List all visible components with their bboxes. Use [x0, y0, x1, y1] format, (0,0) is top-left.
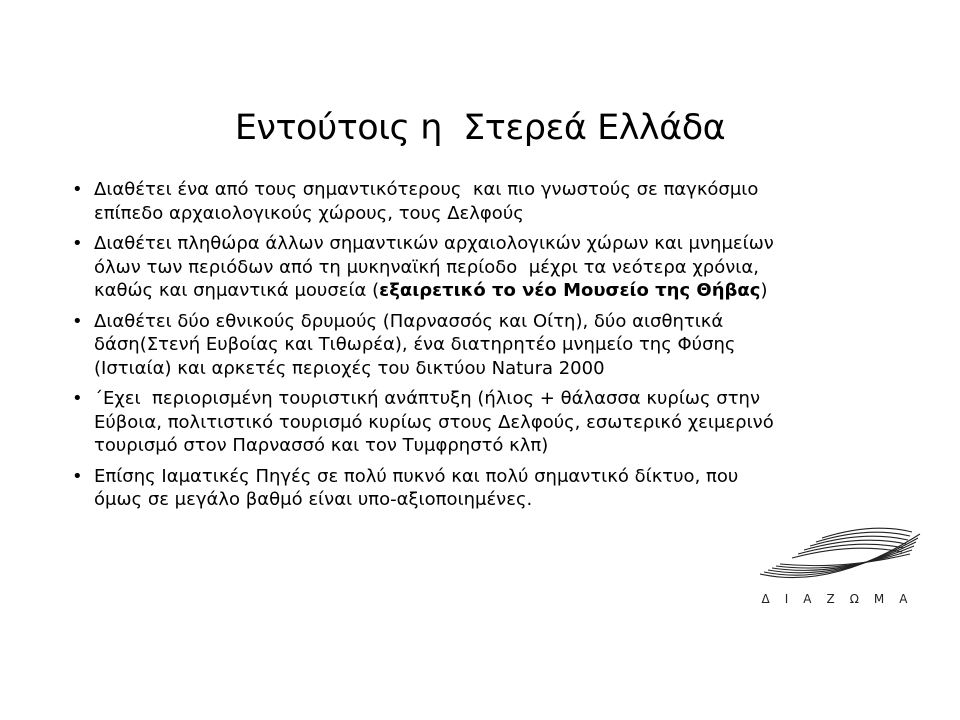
- bullet-2-line-3-suffix: ): [760, 280, 768, 301]
- bullet-marker: •: [72, 465, 83, 487]
- bullet-item-3: [72, 310, 912, 381]
- bullet-3-line-2: δάση(Στενή Ευβοίας και Τιθωρέα), ένα διατηρητέο μνημείο της Φύσης: [94, 334, 736, 355]
- bullet-4-line-1: ΄Εχει περιορισμένη τουριστική ανάπτυξη (ήλιος + θάλασσα κυρίως στην: [94, 388, 760, 409]
- bullet-1-line-1: Διαθέτει ένα από τους σημαντικότερους και πιο γνωστούς σε παγκόσμιο: [94, 179, 759, 200]
- diazoma-logo-text: ΔΙΑΖΩΜΑ: [761, 592, 923, 606]
- bullet-2-line-1: Διαθέτει πληθώρα άλλων σημαντικών αρχαιολογικών χώρων και μνημείων: [94, 233, 774, 254]
- bullet-5-line-1: Επίσης Ιαματικές Πηγές σε πολύ πυκνό και πολύ σημαντικό δίκτυο, που: [94, 465, 739, 487]
- bullet-item-4: [72, 387, 912, 458]
- bullet-marker: •: [72, 310, 83, 332]
- bullet-4-line-3: τουρισμό στον Παρνασσό και τον Τυμφρηστό κλπ): [94, 435, 549, 456]
- bullet-1-line-2: επίπεδο αρχαιολογικούς χώρους, τους Δελφούς: [94, 202, 524, 224]
- bullet-item-5: [72, 465, 912, 512]
- bullet-2-bold-museum: εξαιρετικό το νέο Μουσείο της Θήβας: [379, 280, 761, 301]
- diazoma-logo: [752, 512, 932, 622]
- bullet-3-line-1: Διαθέτει δύο εθνικούς δρυμούς (Παρνασσός και Οίτη), δύο αισθητικά: [94, 310, 724, 332]
- bullet-item-2: [72, 232, 912, 303]
- bullet-4-line-2: Εύβοια, πολιτιστικό τουρισμό κυρίως στους Δελφούς, εσωτερικό χειμερινό: [94, 411, 774, 433]
- bullet-marker: •: [72, 179, 83, 200]
- diazoma-arcs-logo-icon: [752, 512, 932, 592]
- bullet-marker: •: [72, 233, 83, 254]
- bullet-5-line-2: όμως σε μεγάλο βαθμό είναι υπο-αξιοποιημένες.: [94, 489, 533, 510]
- bullet-2-line-3-prefix: καθώς και σημαντικά μουσεία (: [94, 280, 380, 301]
- slide-title: Εντούτοις η Στερεά Ελλάδα: [234, 108, 726, 148]
- bullet-2-line-3: [94, 279, 912, 303]
- bullet-3-line-3: (Ιστιαία) και αρκετές περιοχές του δικτύου Natura 2000: [94, 357, 605, 379]
- bullet-item-1: [72, 178, 912, 225]
- bullet-list: [72, 178, 912, 519]
- bullet-2-line-2: όλων των περιόδων από τη μυκηναϊκή περίοδο μέχρι τα νεότερα χρόνια,: [94, 256, 759, 278]
- bullet-marker: •: [72, 388, 83, 409]
